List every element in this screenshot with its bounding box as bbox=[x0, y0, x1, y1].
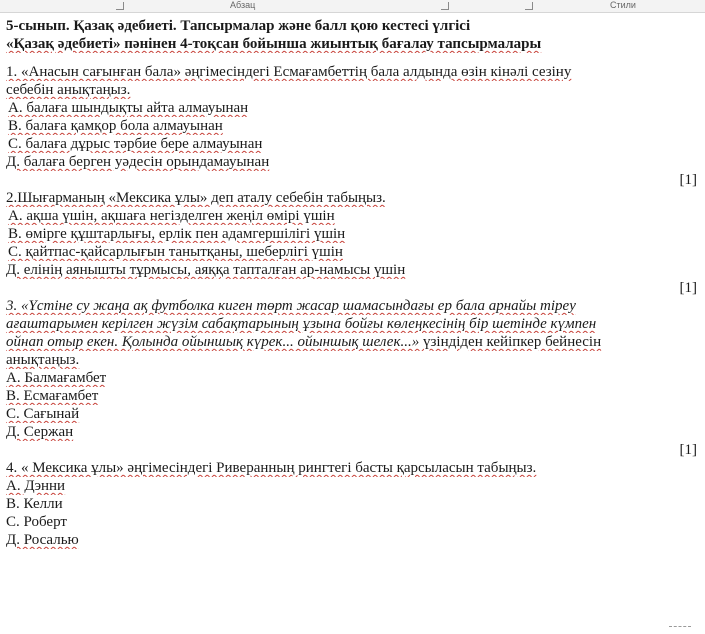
dialog-launcher-icon[interactable] bbox=[116, 2, 124, 10]
question-1-option-b: В. балаға қамқор бола алмауынан bbox=[8, 118, 223, 134]
question-3-option-b: В. Есмағамбет bbox=[6, 388, 99, 404]
question-3-quote-line1: 3. «Үстіне су жаңа ақ футболка киген төрт жасар шамасындағы ер бала арнайы тіреу bbox=[6, 298, 576, 314]
question-4-option-d: Д. Росалью bbox=[6, 532, 79, 548]
dialog-launcher-icon[interactable] bbox=[441, 2, 449, 10]
doc-header-line1: 5-сынып. Қазақ әдебиеті. Тапсырмалар және балл қою кестесі үлгісі bbox=[6, 18, 471, 34]
doc-header-line2: «Қазақ әдебиеті» пәнінен 4-тоқсан бойынша жиынтық бағалау тапсырмалары bbox=[6, 36, 542, 52]
question-2-mark: [1] bbox=[679, 280, 697, 296]
question-1-option-c: С. балаға дұрыс тәрбие бере алмауынан bbox=[8, 136, 263, 152]
question-2-option-b: В. өмірге құштарлығы, ерлік пен адамгершілігі үшін bbox=[8, 226, 346, 242]
question-4-option-a: А. Дэнни bbox=[6, 478, 66, 494]
ribbon-group-paragraph: Абзац bbox=[230, 0, 256, 10]
question-4-option-b: В. Келли bbox=[6, 496, 63, 512]
question-3-quote-line3: ойнап отыр екен. Қолында ойыншық күрек... ойыншық шелек...» үзіндіден кейіпкер бейнесін bbox=[6, 334, 602, 350]
question-1-mark: [1] bbox=[679, 172, 697, 188]
question-3-quote-line2: ағаштарымен керілген жүзім сабақтарының ұзына бойғы көлеңкесінің бір шетінде күмпен bbox=[6, 316, 597, 332]
question-3-option-d: Д. Сержан bbox=[6, 424, 74, 440]
question-1-text: 1. «Анасын сағынған бала» әңгімесіндегі Есмағамбеттің бала алдында өзін кінәлі сезіну bbox=[6, 64, 572, 80]
question-4-text: 4. « Мексика ұлы» әңгімесіндегі Риверанның рингтегі басты қарсыласын табыңыз. bbox=[6, 460, 537, 476]
question-1-option-a: А. балаға шындықты айта алмауынан bbox=[8, 100, 249, 116]
question-2-option-c: С. қайтпас-қайсарлығын танытқаны, шеберлігі үшін bbox=[8, 244, 343, 260]
question-1-option-d: Д. балаға берген уәдесін орындамауынан bbox=[6, 154, 270, 170]
ribbon-bar bbox=[0, 0, 705, 13]
document-body[interactable] bbox=[6, 17, 699, 549]
question-4-option-c: С. Роберт bbox=[6, 514, 67, 530]
page-break-marker bbox=[669, 626, 691, 628]
question-1-text-cont: себебін анықтаңыз. bbox=[6, 82, 131, 98]
question-2-option-a: А. ақша үшін, ақшаға негізделген жеңіл өмірі үшін bbox=[8, 208, 335, 224]
dialog-launcher-icon[interactable] bbox=[525, 2, 533, 10]
question-2-text: 2.Шығарманың «Мексика ұлы» деп аталу себебін табыңыз. bbox=[6, 190, 386, 206]
question-3-option-a: А. Балмағамбет bbox=[6, 370, 107, 386]
question-3-mark: [1] bbox=[679, 442, 697, 458]
question-2-option-d: Д. елінің аянышты тұрмысы, аяққа тапталған ар-намысы үшін bbox=[6, 262, 406, 278]
ribbon-group-styles: Стили bbox=[610, 0, 636, 10]
question-3-prompt: анықтаңыз. bbox=[6, 352, 80, 368]
question-3-option-c: С. Сағынай bbox=[6, 406, 80, 422]
